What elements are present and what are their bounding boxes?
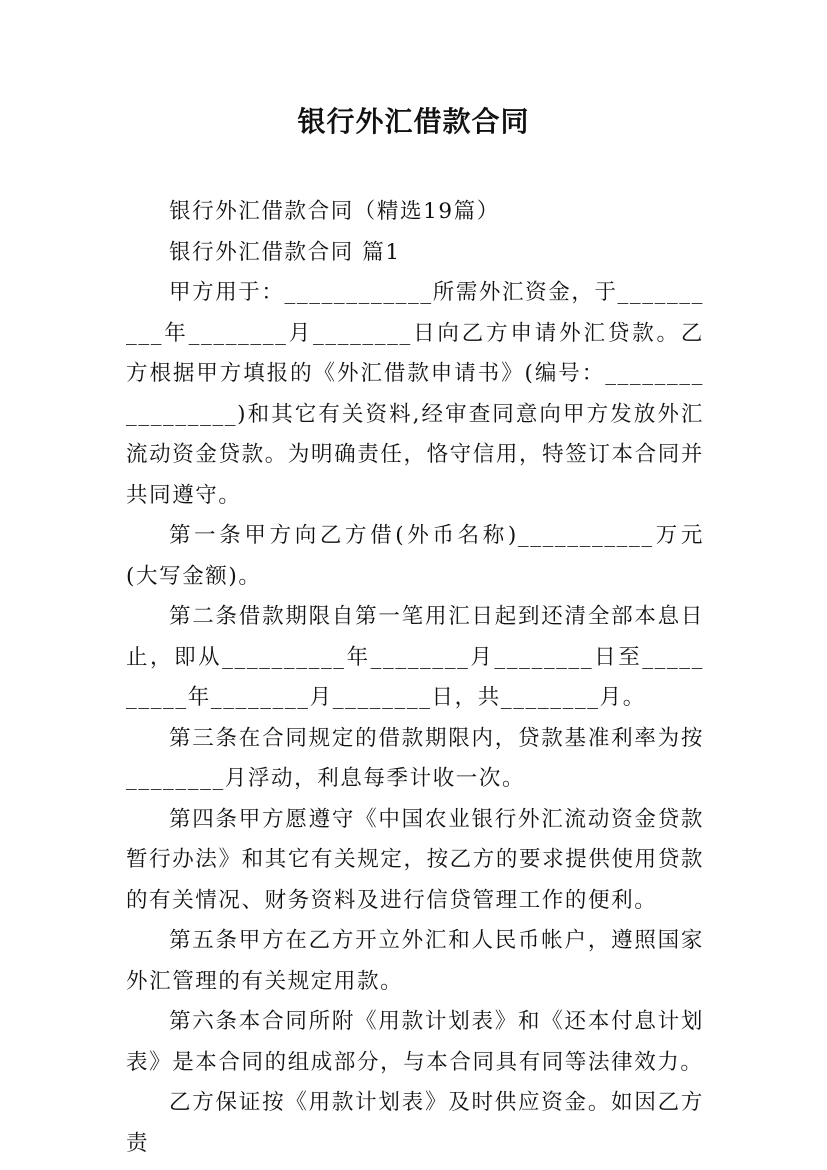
paragraph-article-4: 第四条甲方愿遵守《中国农业银行外汇流动资金贷款暂行办法》和其它有关规定，按乙方的要求提供使用贷款的有关情况、财务资料及进行信贷管理工作的便利。 bbox=[126, 806, 704, 913]
paragraph-article-5: 第五条甲方在乙方开立外汇和人民币帐户，遵照国家外汇管理的有关规定用款。 bbox=[126, 928, 704, 994]
paragraph-article-6: 第六条本合同所附《用款计划表》和《还本付息计划表》是本合同的组成部分，与本合同具有同等法律效力。 bbox=[126, 1009, 704, 1075]
paragraph-article-1: 第一条甲方向乙方借(外币名称)___________万元(大写金额)。 bbox=[126, 523, 704, 589]
paragraph-preamble: 甲方用于：____________所需外汇资金，于__________年________月________日向乙方申请外汇贷款。乙方根据甲方填报的《外汇借款申请书》(编号：_________________)和其它有关资料,经审查同意向甲方发放外汇流动资金贷款。为明确责任，恪守信用，特签订本合同并共同遵守。 bbox=[126, 280, 704, 508]
document-title: 银行外汇借款合同 bbox=[297, 105, 530, 138]
paragraph-article-2: 第二条借款期限自第一笔用汇日起到还清全部本息日止，即从__________年________月________日至__________年________月________日，共________月。 bbox=[126, 604, 704, 710]
paragraph-subtitle: 银行外汇借款合同（精选19篇） bbox=[169, 199, 500, 224]
paragraph-section-heading: 银行外汇借款合同 篇1 bbox=[169, 239, 401, 265]
paragraph-article-3: 第三条在合同规定的借款期限内，贷款基准利率为按________月浮动，利息每季计收一次。 bbox=[126, 725, 704, 791]
paragraph-party-b-guarantee: 乙方保证按《用款计划表》及时供应资金。如因乙方责 bbox=[126, 1090, 704, 1156]
document-body bbox=[126, 192, 704, 1164]
